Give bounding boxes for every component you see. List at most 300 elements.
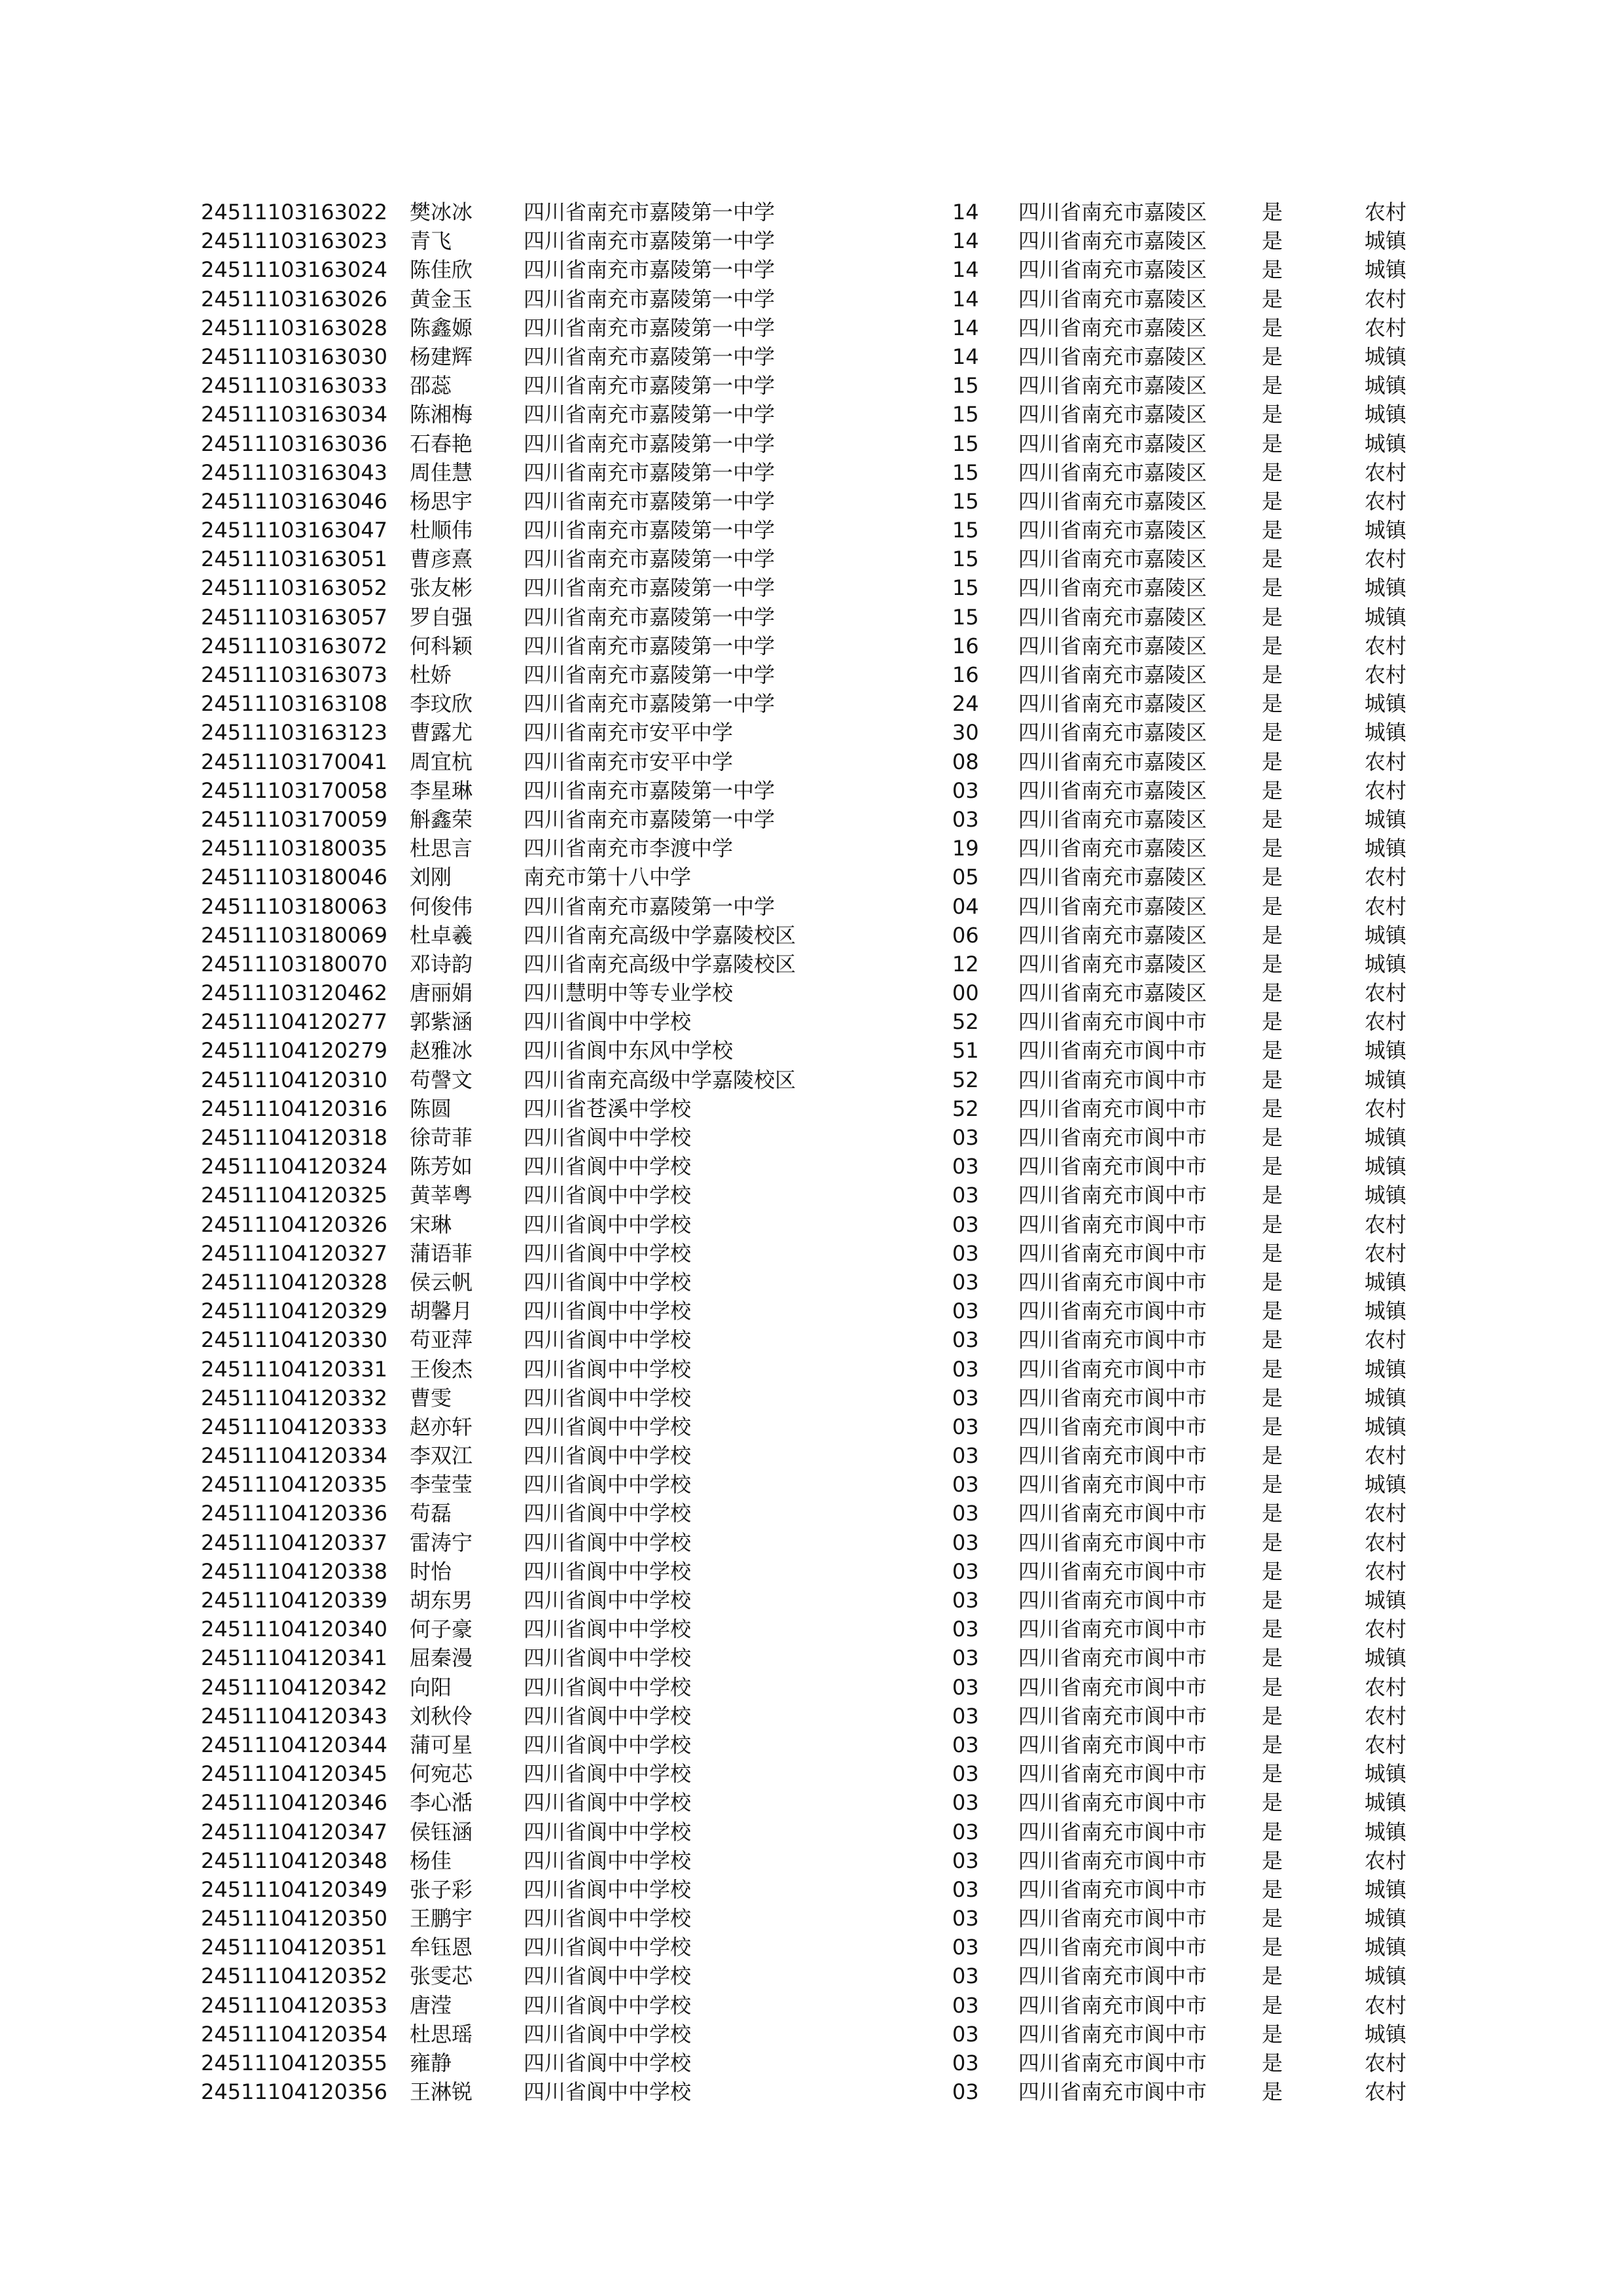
region-cell: 四川省南充市嘉陵区 xyxy=(1018,373,1207,399)
table-row xyxy=(0,1904,1623,1933)
residence-type-cell: 城镇 xyxy=(1364,518,1407,543)
student-id-cell: 24511104120340 xyxy=(201,1617,388,1642)
student-name-cell: 杜思言 xyxy=(410,836,473,861)
table-row xyxy=(0,1731,1623,1759)
school-cell: 四川省南充市嘉陵第一中学 xyxy=(524,547,776,572)
table-row xyxy=(0,1210,1623,1239)
class-number-cell: 15 xyxy=(952,518,979,543)
class-number-cell: 52 xyxy=(952,1096,979,1121)
school-cell: 四川省阆中中学校 xyxy=(524,1530,692,1555)
residence-type-cell: 农村 xyxy=(1364,1558,1407,1584)
region-cell: 四川省南充市阆中市 xyxy=(1018,1125,1207,1150)
region-cell: 四川省南充市阆中市 xyxy=(1018,1009,1207,1035)
table-row xyxy=(0,1036,1623,1065)
table-row xyxy=(0,660,1623,689)
student-id-cell: 24511103163047 xyxy=(201,518,388,543)
eligibility-cell: 是 xyxy=(1262,1530,1283,1555)
student-id-cell: 24511103163023 xyxy=(201,228,388,254)
student-name-cell: 何俊伟 xyxy=(410,893,473,919)
student-name-cell: 雷涛宁 xyxy=(410,1530,473,1555)
residence-type-cell: 城镇 xyxy=(1364,1125,1407,1150)
student-id-cell: 24511104120310 xyxy=(201,1067,388,1092)
class-number-cell: 14 xyxy=(952,344,979,369)
region-cell: 四川省南充市嘉陵区 xyxy=(1018,778,1207,803)
class-number-cell: 15 xyxy=(952,373,979,399)
student-name-cell: 时怡 xyxy=(410,1558,452,1584)
student-id-cell: 24511103163043 xyxy=(201,459,388,485)
residence-type-cell: 城镇 xyxy=(1364,1299,1407,1324)
residence-type-cell: 农村 xyxy=(1364,459,1407,485)
student-id-cell: 24511104120348 xyxy=(201,1848,388,1873)
class-number-cell: 03 xyxy=(952,1356,979,1382)
class-number-cell: 03 xyxy=(952,1443,979,1469)
eligibility-cell: 是 xyxy=(1262,1645,1283,1671)
student-name-cell: 胡东男 xyxy=(410,1588,473,1613)
eligibility-cell: 是 xyxy=(1262,1443,1283,1469)
class-number-cell: 03 xyxy=(952,2051,979,2075)
school-cell: 四川省阆中中学校 xyxy=(524,1240,692,1266)
class-number-cell: 06 xyxy=(952,922,979,948)
student-name-cell: 赵亦轩 xyxy=(410,1414,473,1439)
student-id-cell: 24511104120330 xyxy=(201,1327,388,1353)
class-number-cell: 52 xyxy=(952,1009,979,1035)
student-name-cell: 斛鑫荣 xyxy=(410,806,473,832)
student-name-cell: 陈佳欣 xyxy=(410,257,473,283)
eligibility-cell: 是 xyxy=(1262,836,1283,861)
residence-type-cell: 城镇 xyxy=(1364,1472,1407,1498)
residence-type-cell: 农村 xyxy=(1364,286,1407,312)
school-cell: 四川省南充市嘉陵第一中学 xyxy=(524,459,776,485)
student-id-cell: 24511104120327 xyxy=(201,1240,388,1266)
residence-type-cell: 农村 xyxy=(1364,1009,1407,1035)
class-number-cell: 15 xyxy=(952,402,979,427)
eligibility-cell: 是 xyxy=(1262,1125,1283,1150)
class-number-cell: 15 xyxy=(952,431,979,456)
class-number-cell: 03 xyxy=(952,1327,979,1353)
table-row xyxy=(0,921,1623,950)
student-name-cell: 徐苛菲 xyxy=(410,1125,473,1150)
school-cell: 四川省南充市嘉陵第一中学 xyxy=(524,806,776,832)
class-number-cell: 03 xyxy=(952,1269,979,1295)
student-id-cell: 24511104120345 xyxy=(201,1761,388,1787)
eligibility-cell: 是 xyxy=(1262,547,1283,572)
table-row xyxy=(0,516,1623,545)
residence-type-cell: 农村 xyxy=(1364,1617,1407,1642)
eligibility-cell: 是 xyxy=(1262,922,1283,948)
table-row xyxy=(0,458,1623,487)
eligibility-cell: 是 xyxy=(1262,2079,1283,2105)
student-id-cell: 24511103163057 xyxy=(201,604,388,630)
region-cell: 四川省南充市阆中市 xyxy=(1018,1183,1207,1208)
eligibility-cell: 是 xyxy=(1262,2051,1283,2075)
eligibility-cell: 是 xyxy=(1262,575,1283,601)
class-number-cell: 03 xyxy=(952,1125,979,1150)
residence-type-cell: 城镇 xyxy=(1364,1385,1407,1410)
region-cell: 四川省南充市嘉陵区 xyxy=(1018,575,1207,601)
student-name-cell: 李星琳 xyxy=(410,778,473,803)
class-number-cell: 03 xyxy=(952,1558,979,1584)
school-cell: 四川省阆中中学校 xyxy=(524,2051,692,2075)
residence-type-cell: 城镇 xyxy=(1364,806,1407,832)
eligibility-cell: 是 xyxy=(1262,1385,1283,1410)
region-cell: 四川省南充市嘉陵区 xyxy=(1018,488,1207,514)
eligibility-cell: 是 xyxy=(1262,1038,1283,1064)
table-row xyxy=(0,1557,1623,1586)
table-row xyxy=(0,573,1623,602)
student-name-cell: 王俊杰 xyxy=(410,1356,473,1382)
table-row xyxy=(0,2020,1623,2049)
region-cell: 四川省南充市嘉陵区 xyxy=(1018,893,1207,919)
class-number-cell: 12 xyxy=(952,951,979,977)
eligibility-cell: 是 xyxy=(1262,1414,1283,1439)
table-row xyxy=(0,689,1623,718)
class-number-cell: 14 xyxy=(952,315,979,340)
table-row xyxy=(0,1962,1623,1990)
region-cell: 四川省南充市嘉陵区 xyxy=(1018,633,1207,658)
residence-type-cell: 城镇 xyxy=(1364,1964,1407,1989)
student-id-cell: 24511103163036 xyxy=(201,431,388,456)
student-id-cell: 24511103163030 xyxy=(201,344,388,369)
eligibility-cell: 是 xyxy=(1262,2021,1283,2047)
residence-type-cell: 城镇 xyxy=(1364,1790,1407,1816)
eligibility-cell: 是 xyxy=(1262,1964,1283,1989)
school-cell: 四川省阆中中学校 xyxy=(524,1385,692,1410)
table-row xyxy=(0,1355,1623,1384)
residence-type-cell: 农村 xyxy=(1364,1674,1407,1700)
table-row xyxy=(0,747,1623,776)
eligibility-cell: 是 xyxy=(1262,373,1283,399)
eligibility-cell: 是 xyxy=(1262,1096,1283,1121)
region-cell: 四川省南充市阆中市 xyxy=(1018,1876,1207,1902)
region-cell: 四川省南充市阆中市 xyxy=(1018,1992,1207,2018)
school-cell: 四川省南充市嘉陵第一中学 xyxy=(524,402,776,427)
region-cell: 四川省南充市嘉陵区 xyxy=(1018,459,1207,485)
eligibility-cell: 是 xyxy=(1262,1935,1283,1960)
table-row xyxy=(0,1007,1623,1036)
student-name-cell: 张友彬 xyxy=(410,575,473,601)
table-row xyxy=(0,2077,1623,2106)
class-number-cell: 03 xyxy=(952,1588,979,1613)
eligibility-cell: 是 xyxy=(1262,1906,1283,1931)
region-cell: 四川省南充市阆中市 xyxy=(1018,1501,1207,1526)
student-id-cell: 24511103120462 xyxy=(201,980,388,1006)
residence-type-cell: 城镇 xyxy=(1364,575,1407,601)
eligibility-cell: 是 xyxy=(1262,518,1283,543)
student-id-cell: 24511103163033 xyxy=(201,373,388,399)
table-row xyxy=(0,1846,1623,1875)
school-cell: 四川省阆中中学校 xyxy=(524,1964,692,1989)
student-id-cell: 24511104120326 xyxy=(201,1211,388,1237)
student-name-cell: 杜娇 xyxy=(410,662,452,687)
student-id-cell: 24511104120339 xyxy=(201,1588,388,1613)
region-cell: 四川省南充市嘉陵区 xyxy=(1018,518,1207,543)
eligibility-cell: 是 xyxy=(1262,1761,1283,1787)
eligibility-cell: 是 xyxy=(1262,344,1283,369)
school-cell: 四川省阆中中学校 xyxy=(524,1414,692,1439)
eligibility-cell: 是 xyxy=(1262,1240,1283,1266)
class-number-cell: 03 xyxy=(952,1414,979,1439)
class-number-cell: 15 xyxy=(952,575,979,601)
school-cell: 四川省阆中中学校 xyxy=(524,1732,692,1757)
residence-type-cell: 城镇 xyxy=(1364,1588,1407,1613)
region-cell: 四川省南充市阆中市 xyxy=(1018,1645,1207,1671)
eligibility-cell: 是 xyxy=(1262,431,1283,456)
region-cell: 四川省南充市嘉陵区 xyxy=(1018,200,1207,224)
residence-type-cell: 城镇 xyxy=(1364,1645,1407,1671)
region-cell: 四川省南充市嘉陵区 xyxy=(1018,286,1207,312)
table-row xyxy=(0,1875,1623,1904)
eligibility-cell: 是 xyxy=(1262,1732,1283,1757)
student-id-cell: 24511104120333 xyxy=(201,1414,388,1439)
student-id-cell: 24511104120324 xyxy=(201,1154,388,1179)
residence-type-cell: 城镇 xyxy=(1364,1269,1407,1295)
school-cell: 四川省南充市嘉陵第一中学 xyxy=(524,662,776,687)
class-number-cell: 08 xyxy=(952,749,979,774)
school-cell: 四川省阆中中学校 xyxy=(524,1992,692,2018)
region-cell: 四川省南充市嘉陵区 xyxy=(1018,431,1207,456)
table-row xyxy=(0,255,1623,284)
residence-type-cell: 城镇 xyxy=(1364,344,1407,369)
table-row xyxy=(0,2049,1623,2077)
class-number-cell: 03 xyxy=(952,1848,979,1873)
table-row xyxy=(0,314,1623,342)
eligibility-cell: 是 xyxy=(1262,257,1283,283)
student-name-cell: 邵蕊 xyxy=(410,373,452,399)
school-cell: 四川省南充市嘉陵第一中学 xyxy=(524,575,776,601)
eligibility-cell: 是 xyxy=(1262,1472,1283,1498)
eligibility-cell: 是 xyxy=(1262,1674,1283,1700)
table-row xyxy=(0,1643,1623,1672)
region-cell: 四川省南充市阆中市 xyxy=(1018,2079,1207,2105)
student-id-cell: 24511103163108 xyxy=(201,691,388,717)
roster-table xyxy=(0,198,1623,2106)
table-row xyxy=(0,1788,1623,1817)
residence-type-cell: 农村 xyxy=(1364,1501,1407,1526)
student-name-cell: 牟钰恩 xyxy=(410,1935,473,1960)
student-name-cell: 杨思宇 xyxy=(410,488,473,514)
residence-type-cell: 城镇 xyxy=(1364,431,1407,456)
region-cell: 四川省南充市嘉陵区 xyxy=(1018,836,1207,861)
class-number-cell: 03 xyxy=(952,1935,979,1960)
student-id-cell: 24511103163024 xyxy=(201,257,388,283)
eligibility-cell: 是 xyxy=(1262,1211,1283,1237)
eligibility-cell: 是 xyxy=(1262,1703,1283,1729)
class-number-cell: 03 xyxy=(952,1530,979,1555)
school-cell: 四川省阆中中学校 xyxy=(524,1125,692,1150)
region-cell: 四川省南充市阆中市 xyxy=(1018,1154,1207,1179)
region-cell: 四川省南充市阆中市 xyxy=(1018,1211,1207,1237)
region-cell: 四川省南充市嘉陵区 xyxy=(1018,315,1207,340)
student-name-cell: 郭紫涵 xyxy=(410,1009,473,1035)
eligibility-cell: 是 xyxy=(1262,662,1283,687)
region-cell: 四川省南充市阆中市 xyxy=(1018,1299,1207,1324)
residence-type-cell: 城镇 xyxy=(1364,1819,1407,1844)
region-cell: 四川省南充市阆中市 xyxy=(1018,1732,1207,1757)
school-cell: 四川省南充市嘉陵第一中学 xyxy=(524,431,776,456)
school-cell: 四川省阆中中学校 xyxy=(524,1154,692,1179)
region-cell: 四川省南充市阆中市 xyxy=(1018,1703,1207,1729)
class-number-cell: 03 xyxy=(952,1964,979,1989)
student-name-cell: 曹雯 xyxy=(410,1385,452,1410)
table-row xyxy=(0,1499,1623,1528)
eligibility-cell: 是 xyxy=(1262,1558,1283,1584)
table-row xyxy=(0,1297,1623,1325)
residence-type-cell: 农村 xyxy=(1364,980,1407,1006)
student-name-cell: 刘刚 xyxy=(410,865,452,890)
table-row xyxy=(0,1586,1623,1615)
school-cell: 四川省阆中中学校 xyxy=(524,1269,692,1295)
table-row xyxy=(0,1933,1623,1962)
student-name-cell: 黄金玉 xyxy=(410,286,473,312)
school-cell: 四川慧明中等专业学校 xyxy=(524,980,734,1006)
region-cell: 四川省南充市阆中市 xyxy=(1018,1848,1207,1873)
student-id-cell: 24511104120341 xyxy=(201,1645,388,1671)
eligibility-cell: 是 xyxy=(1262,806,1283,832)
school-cell: 四川省阆中中学校 xyxy=(524,1819,692,1844)
student-id-cell: 24511104120331 xyxy=(201,1356,388,1382)
student-name-cell: 苟謦文 xyxy=(410,1067,473,1092)
region-cell: 四川省南充市嘉陵区 xyxy=(1018,865,1207,890)
student-id-cell: 24511104120318 xyxy=(201,1125,388,1150)
student-id-cell: 24511103163022 xyxy=(201,200,388,224)
class-number-cell: 00 xyxy=(952,980,979,1006)
student-name-cell: 李双江 xyxy=(410,1443,473,1469)
eligibility-cell: 是 xyxy=(1262,1067,1283,1092)
eligibility-cell: 是 xyxy=(1262,1876,1283,1902)
table-row xyxy=(0,892,1623,921)
table-row xyxy=(0,1673,1623,1702)
class-number-cell: 03 xyxy=(952,1183,979,1208)
class-number-cell: 03 xyxy=(952,806,979,832)
residence-type-cell: 城镇 xyxy=(1364,402,1407,427)
school-cell: 四川省阆中中学校 xyxy=(524,2021,692,2047)
residence-type-cell: 城镇 xyxy=(1364,1761,1407,1787)
school-cell: 四川省南充市嘉陵第一中学 xyxy=(524,691,776,717)
residence-type-cell: 城镇 xyxy=(1364,2021,1407,2047)
class-number-cell: 15 xyxy=(952,488,979,514)
student-id-cell: 24511103163072 xyxy=(201,633,388,658)
region-cell: 四川省南充市阆中市 xyxy=(1018,1385,1207,1410)
school-cell: 四川省南充市嘉陵第一中学 xyxy=(524,344,776,369)
student-id-cell: 24511103163034 xyxy=(201,402,388,427)
region-cell: 四川省南充市阆中市 xyxy=(1018,1761,1207,1787)
region-cell: 四川省南充市嘉陵区 xyxy=(1018,691,1207,717)
student-name-cell: 侯云帆 xyxy=(410,1269,473,1295)
school-cell: 四川省阆中中学校 xyxy=(524,1009,692,1035)
residence-type-cell: 城镇 xyxy=(1364,228,1407,254)
school-cell: 四川省南充市嘉陵第一中学 xyxy=(524,633,776,658)
eligibility-cell: 是 xyxy=(1262,1009,1283,1035)
school-cell: 四川省南充市嘉陵第一中学 xyxy=(524,373,776,399)
region-cell: 四川省南充市阆中市 xyxy=(1018,1443,1207,1469)
school-cell: 四川省南充市嘉陵第一中学 xyxy=(524,518,776,543)
table-row xyxy=(0,1181,1623,1210)
class-number-cell: 03 xyxy=(952,1674,979,1700)
region-cell: 四川省南充市嘉陵区 xyxy=(1018,951,1207,977)
student-name-cell: 曹露尤 xyxy=(410,720,473,745)
table-row xyxy=(0,545,1623,573)
student-id-cell: 24511104120342 xyxy=(201,1674,388,1700)
residence-type-cell: 城镇 xyxy=(1364,951,1407,977)
class-number-cell: 03 xyxy=(952,1501,979,1526)
region-cell: 四川省南充市嘉陵区 xyxy=(1018,604,1207,630)
table-row xyxy=(0,1094,1623,1123)
school-cell: 四川省南充市嘉陵第一中学 xyxy=(524,488,776,514)
residence-type-cell: 城镇 xyxy=(1364,1414,1407,1439)
residence-type-cell: 农村 xyxy=(1364,315,1407,340)
eligibility-cell: 是 xyxy=(1262,1356,1283,1382)
eligibility-cell: 是 xyxy=(1262,604,1283,630)
table-row xyxy=(0,805,1623,834)
residence-type-cell: 城镇 xyxy=(1364,1067,1407,1092)
eligibility-cell: 是 xyxy=(1262,402,1283,427)
student-name-cell: 青飞 xyxy=(410,228,452,254)
student-name-cell: 杨建辉 xyxy=(410,344,473,369)
student-id-cell: 24511103180046 xyxy=(201,865,388,890)
student-id-cell: 24511104120332 xyxy=(201,1385,388,1410)
student-id-cell: 24511103163073 xyxy=(201,662,388,687)
school-cell: 四川省南充市嘉陵第一中学 xyxy=(524,604,776,630)
school-cell: 四川省南充市嘉陵第一中学 xyxy=(524,228,776,254)
eligibility-cell: 是 xyxy=(1262,228,1283,254)
eligibility-cell: 是 xyxy=(1262,720,1283,745)
table-row xyxy=(0,1818,1623,1846)
student-id-cell: 24511104120355 xyxy=(201,2051,388,2075)
residence-type-cell: 城镇 xyxy=(1364,1906,1407,1931)
school-cell: 四川省阆中中学校 xyxy=(524,2079,692,2105)
school-cell: 四川省阆中中学校 xyxy=(524,1848,692,1873)
region-cell: 四川省南充市嘉陵区 xyxy=(1018,547,1207,572)
school-cell: 四川省南充市安平中学 xyxy=(524,749,734,774)
student-id-cell: 24511103163051 xyxy=(201,547,388,572)
student-id-cell: 24511104120352 xyxy=(201,1964,388,1989)
student-name-cell: 蒲语菲 xyxy=(410,1240,473,1266)
residence-type-cell: 农村 xyxy=(1364,1211,1407,1237)
region-cell: 四川省南充市阆中市 xyxy=(1018,1414,1207,1439)
table-row xyxy=(0,1991,1623,2020)
table-row xyxy=(0,1470,1623,1499)
student-name-cell: 杜卓羲 xyxy=(410,922,473,948)
residence-type-cell: 农村 xyxy=(1364,200,1407,224)
student-name-cell: 唐滢 xyxy=(410,1992,452,2018)
eligibility-cell: 是 xyxy=(1262,633,1283,658)
class-number-cell: 03 xyxy=(952,2021,979,2047)
class-number-cell: 24 xyxy=(952,691,979,717)
eligibility-cell: 是 xyxy=(1262,749,1283,774)
table-row xyxy=(0,632,1623,660)
table-row xyxy=(0,1615,1623,1643)
student-id-cell: 24511104120347 xyxy=(201,1819,388,1844)
residence-type-cell: 城镇 xyxy=(1364,691,1407,717)
student-id-cell: 24511103180035 xyxy=(201,836,388,861)
region-cell: 四川省南充市嘉陵区 xyxy=(1018,980,1207,1006)
class-number-cell: 14 xyxy=(952,286,979,312)
class-number-cell: 03 xyxy=(952,1299,979,1324)
school-cell: 四川省南充市嘉陵第一中学 xyxy=(524,257,776,283)
student-name-cell: 张子彩 xyxy=(410,1876,473,1902)
residence-type-cell: 城镇 xyxy=(1364,1038,1407,1064)
class-number-cell: 03 xyxy=(952,1617,979,1642)
school-cell: 四川省阆中中学校 xyxy=(524,1327,692,1353)
table-row xyxy=(0,1325,1623,1354)
student-id-cell: 24511103170041 xyxy=(201,749,388,774)
student-id-cell: 24511103180069 xyxy=(201,922,388,948)
region-cell: 四川省南充市阆中市 xyxy=(1018,1269,1207,1295)
school-cell: 南充市第十八中学 xyxy=(524,865,692,890)
table-row xyxy=(0,718,1623,747)
residence-type-cell: 农村 xyxy=(1364,1443,1407,1469)
eligibility-cell: 是 xyxy=(1262,200,1283,224)
